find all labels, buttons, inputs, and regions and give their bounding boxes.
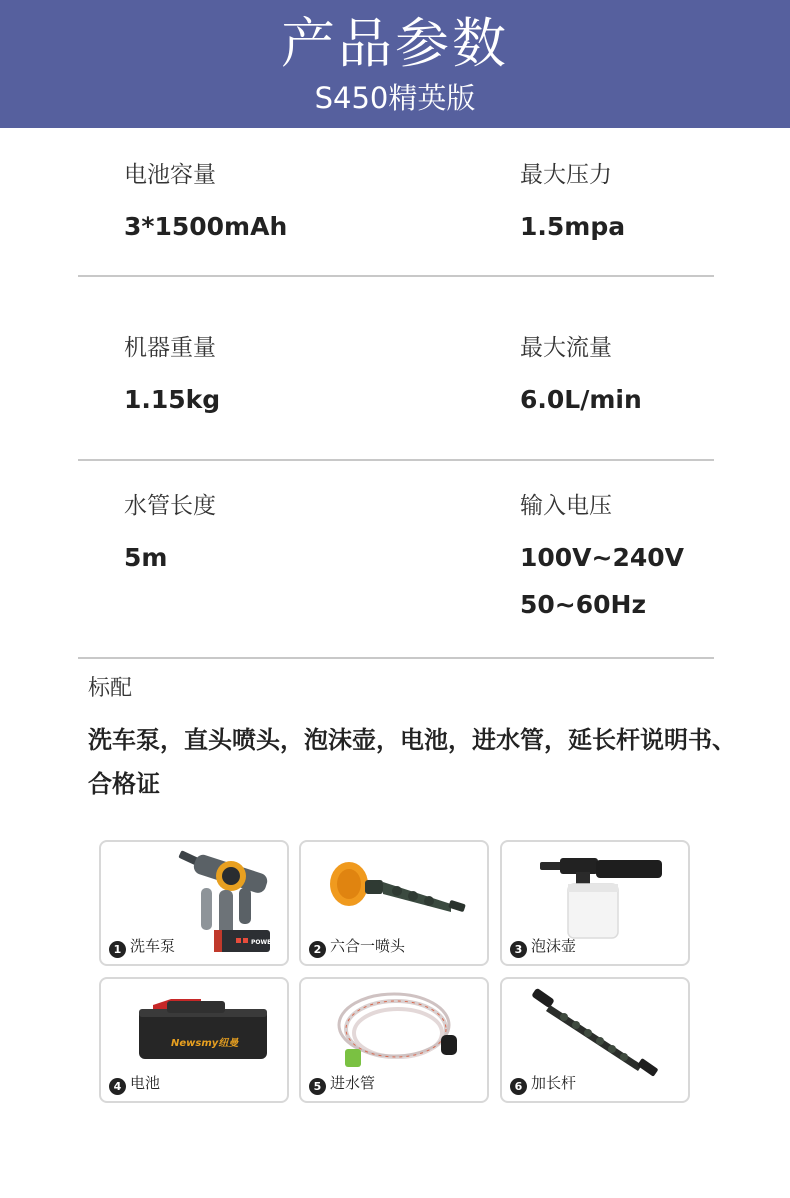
accessory-name: 电池 <box>130 1074 161 1092</box>
number-badge: 1 <box>109 941 126 958</box>
divider <box>78 657 714 659</box>
spec-value: 5m <box>124 543 168 572</box>
spec-machine-weight <box>124 333 220 417</box>
accessory-caption <box>510 936 576 958</box>
page-title: 产品参数 <box>281 12 509 75</box>
spec-label: 输入电压 <box>520 493 612 519</box>
accessory-card-extension-rod <box>500 977 690 1103</box>
number-badge: 2 <box>309 941 326 958</box>
accessory-caption <box>109 1073 160 1095</box>
accessory-name: 加长杆 <box>531 1074 577 1092</box>
spec-max-pressure <box>520 160 625 244</box>
spec-label: 最大压力 <box>520 162 612 188</box>
spec-label: 电池容量 <box>124 162 216 188</box>
accessory-card-foam-pot <box>500 840 690 966</box>
number-badge: 3 <box>510 941 527 958</box>
accessory-caption <box>309 936 405 958</box>
standard-label: 标配 <box>88 676 133 701</box>
accessory-name: 进水管 <box>330 1074 376 1092</box>
spec-value: 1.15kg <box>124 385 221 414</box>
page-header <box>0 0 790 128</box>
battery-brand-text: Newsmy纽曼 <box>171 1038 239 1049</box>
spec-input-voltage <box>520 491 684 622</box>
accessory-caption <box>309 1073 375 1095</box>
accessory-card-pump <box>99 840 289 966</box>
number-badge: 4 <box>109 1078 126 1095</box>
divider <box>78 275 714 277</box>
accessory-name: 洗车泵 <box>130 937 176 955</box>
number-badge: 6 <box>510 1078 527 1095</box>
standard-text: 洗车泵，直头喷头，泡沫壶，电池，进水管，延长杆说明书、合格证 <box>88 726 736 798</box>
divider <box>78 459 714 461</box>
accessory-card-battery <box>99 977 289 1103</box>
spec-battery-capacity <box>124 160 287 244</box>
battery-brand-text: POWER <box>251 939 276 946</box>
spec-value: 3*1500mAh <box>124 212 288 241</box>
page-subtitle: S450精英版 <box>314 81 476 115</box>
spec-label: 机器重量 <box>124 335 216 361</box>
spec-max-flow <box>520 333 642 417</box>
spec-value: 6.0L/min <box>520 385 642 414</box>
spec-label: 最大流量 <box>520 335 612 361</box>
spec-value-line2: 50~60Hz <box>520 590 647 619</box>
accessory-card-nozzle <box>299 840 489 966</box>
spec-hose-length <box>124 491 216 575</box>
accessory-caption <box>510 1073 576 1095</box>
number-badge: 5 <box>309 1078 326 1095</box>
spec-label: 水管长度 <box>124 493 216 519</box>
accessory-card-hose <box>299 977 489 1103</box>
accessory-name: 六合一喷头 <box>330 937 406 955</box>
spec-value: 1.5mpa <box>520 212 626 241</box>
spec-value: 100V~240V <box>520 543 685 572</box>
accessory-name: 泡沫壶 <box>531 937 577 955</box>
accessory-caption <box>109 936 175 958</box>
